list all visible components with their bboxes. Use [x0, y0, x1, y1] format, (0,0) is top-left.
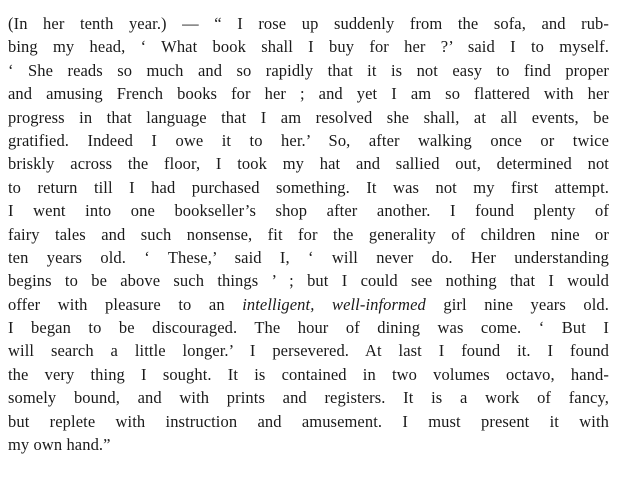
text-segment: offer with pleasure to an: [8, 294, 243, 314]
book-passage: [8, 12, 609, 456]
text-segment: my own hand.”: [8, 435, 111, 455]
text-segment: progress in that language that I am resolved she shall, at all events, be: [8, 107, 609, 127]
text-line: [8, 386, 609, 409]
text-line: [8, 59, 609, 82]
text-line: [8, 269, 609, 292]
text-segment: to return till I had purchased something. It was not my first attempt.: [8, 177, 609, 197]
text-line: [8, 363, 609, 386]
text-segment: and amusing French books for her ; and yet I am so flattered with her: [8, 84, 609, 104]
text-line: [8, 246, 609, 269]
italic-text: intelligent, well-informed: [242, 294, 426, 314]
text-line: [8, 152, 609, 175]
text-line: [8, 339, 609, 362]
text-segment: ‘ She reads so much and so rapidly that it is not easy to find proper: [8, 60, 609, 80]
text-line: [8, 35, 609, 58]
text-segment: (In her tenth year.) — “ I rose up suddenly from the sofa, and rub-: [8, 14, 609, 33]
text-segment: will search a little longer.’ I persevered. At last I found it. I found: [8, 341, 609, 361]
text-segment: bing my head, ‘ What book shall I buy for her ?’ said I to myself.: [8, 37, 609, 57]
text-line: [8, 199, 609, 222]
text-line: [8, 433, 609, 456]
text-line: [8, 293, 609, 316]
text-line: [8, 106, 609, 129]
text-segment: begins to be above such things ’ ; but I could see nothing that I would: [8, 271, 609, 291]
text-line: [8, 129, 609, 152]
text-segment: gratified. Indeed I owe it to her.’ So, after walking once or twice: [8, 130, 609, 150]
text-line: [8, 12, 609, 35]
text-line: [8, 82, 609, 105]
text-segment: but replete with instruction and amusement. I must present it with: [8, 411, 609, 431]
text-segment: I began to be discouraged. The hour of dining was come. ‘ But I: [8, 318, 609, 338]
text-segment: fairy tales and such nonsense, fit for the generality of children nine or: [8, 224, 609, 244]
text-segment: I went into one bookseller’s shop after another. I found plenty of: [8, 201, 609, 221]
text-segment: briskly across the floor, I took my hat and sallied out, determined not: [8, 154, 609, 174]
text-line: [8, 176, 609, 199]
text-segment: the very thing I sought. It is contained in two volumes octavo, hand-: [8, 364, 609, 384]
text-line: [8, 316, 609, 339]
text-line: [8, 223, 609, 246]
text-line: [8, 410, 609, 433]
text-segment: girl nine years old.: [425, 294, 609, 314]
text-segment: somely bound, and with prints and registers. It is a work of fancy,: [8, 388, 609, 408]
text-segment: ten years old. ‘ These,’ said I, ‘ will never do. Her understanding: [8, 247, 609, 267]
